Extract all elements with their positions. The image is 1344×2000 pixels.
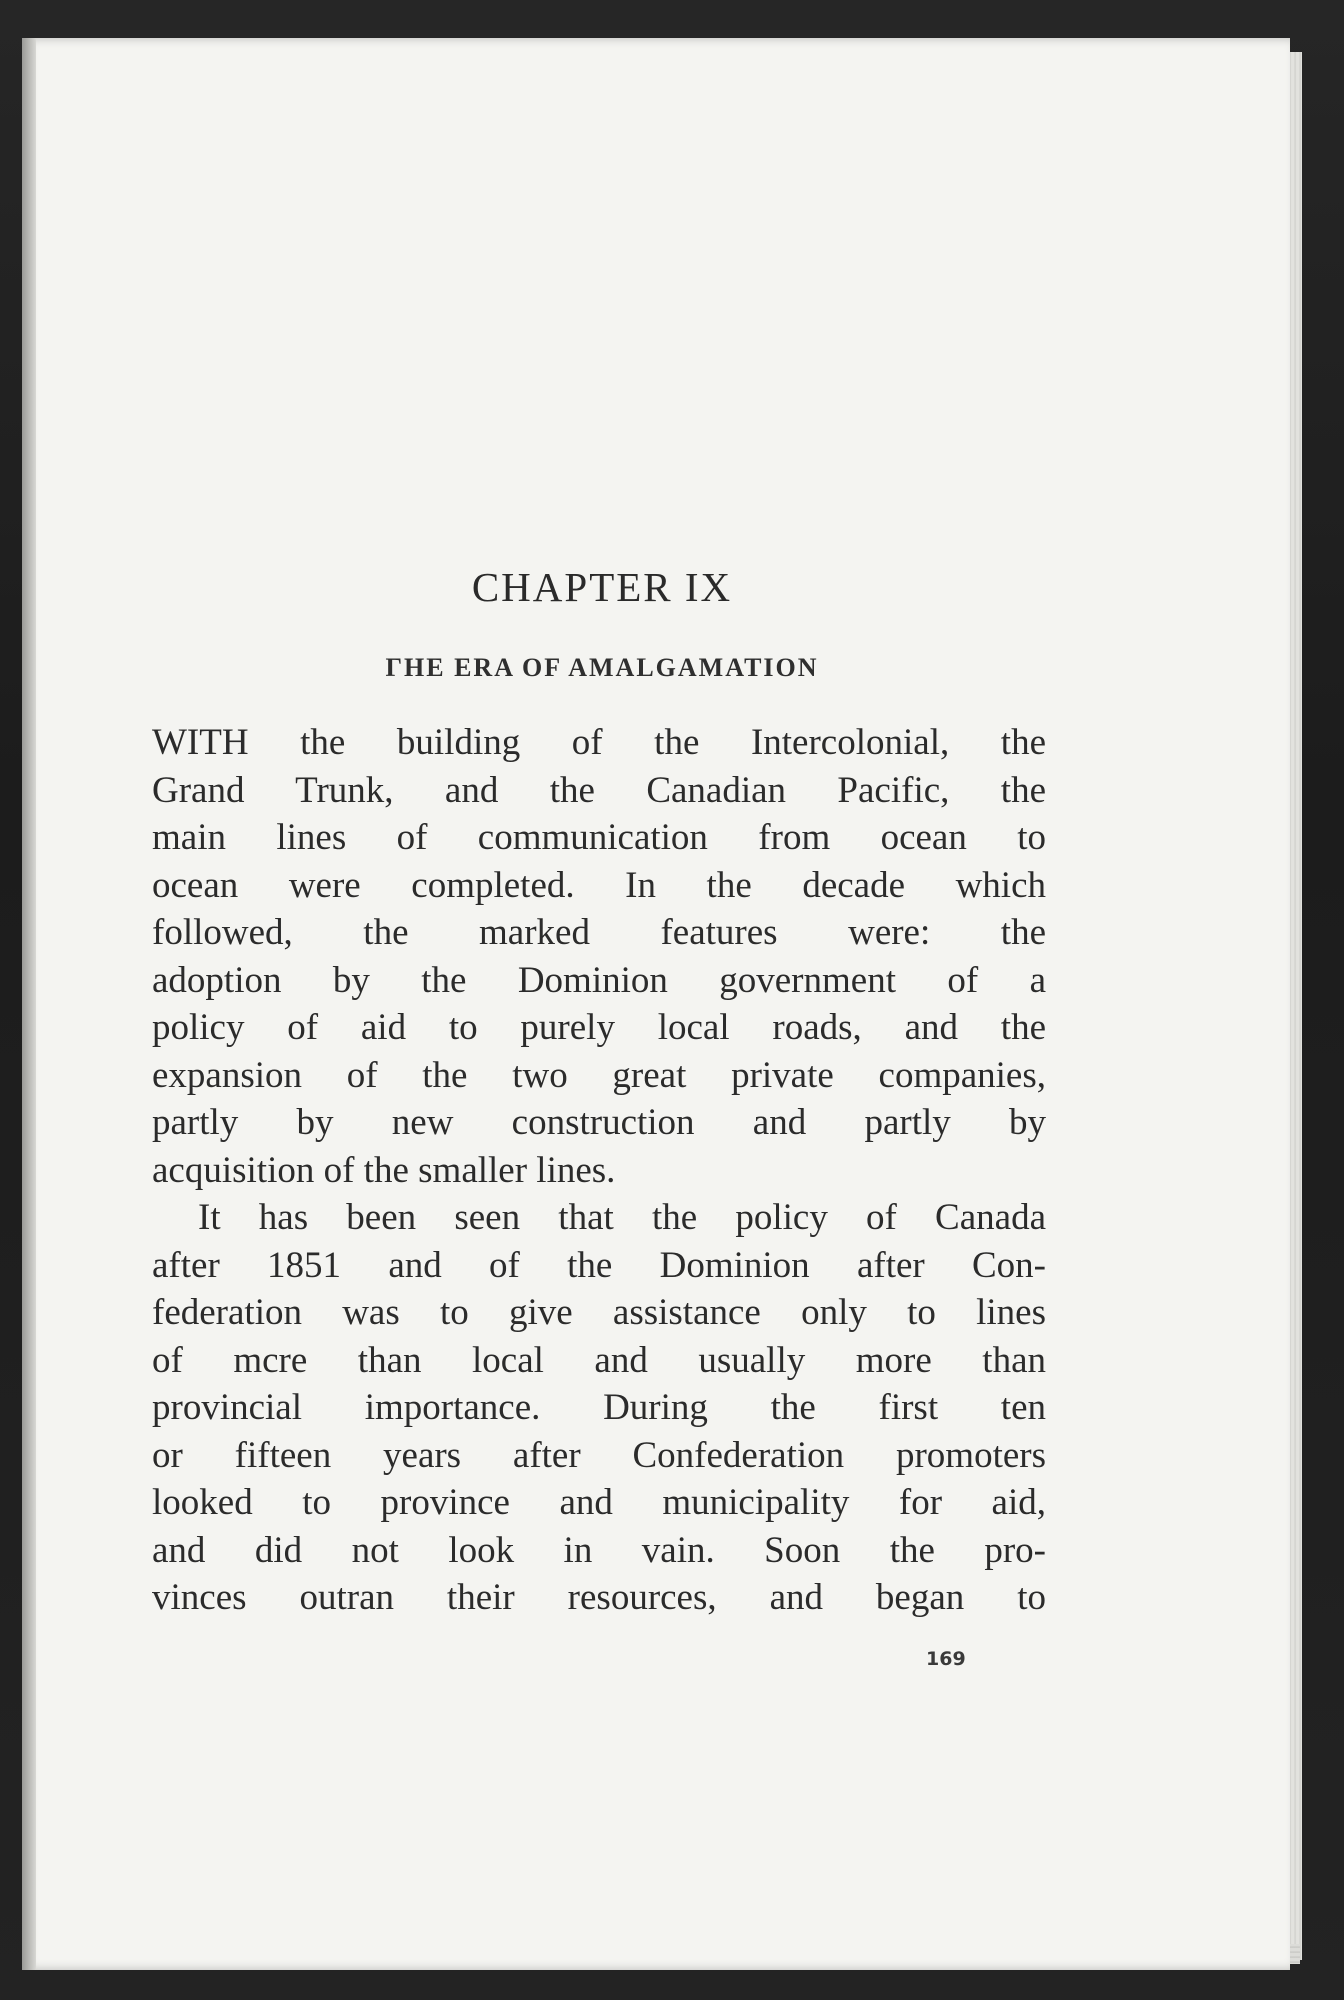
text-line: after 1851 and of the Dominion after Con- [152,1244,1046,1286]
text-line: main lines of communication from ocean to [152,817,1046,858]
text-line: WITH the building of the Intercolonial, the [152,722,1046,763]
book-gutter [22,38,36,1970]
body-text [152,719,1046,1622]
chapter-title: CHAPTER IX [471,564,733,610]
text-line: adoption by the Dominion government of a [152,959,1046,1001]
text-line: It has been seen that the policy of Canada [198,1197,1046,1238]
text-line: Grand Trunk, and the Canadian Pacific, the [152,769,1046,811]
text-line: federation was to give assistance only to lines [152,1292,1046,1333]
text-line: of mcre than local and usually more than [152,1339,1046,1381]
text-line: vinces outran their resources, and began to [152,1577,1046,1618]
text-line: acquisition of the smaller lines. [152,1149,616,1191]
text-line: and did not look in vain. Soon the pro- [152,1529,1046,1571]
text-line: ocean were completed. In the decade which [152,864,1046,906]
text-line: followed, the marked features were: the [152,912,1046,953]
text-line: partly by new construction and partly by [152,1102,1046,1143]
page-number: 169 [926,1648,966,1670]
text-line: looked to province and municipality for aid, [152,1482,1046,1523]
text-line: policy of aid to purely local roads, and the [152,1007,1046,1048]
text-line: provincial importance. During the first ten [152,1387,1046,1428]
text-line: or fifteen years after Confederation promoters [152,1434,1046,1476]
chapter-subtitle: ΓHE ERA OF AMALGAMATION [385,653,819,682]
text-line: expansion of the two great private companies, [152,1054,1046,1096]
book-page [22,38,1290,1970]
